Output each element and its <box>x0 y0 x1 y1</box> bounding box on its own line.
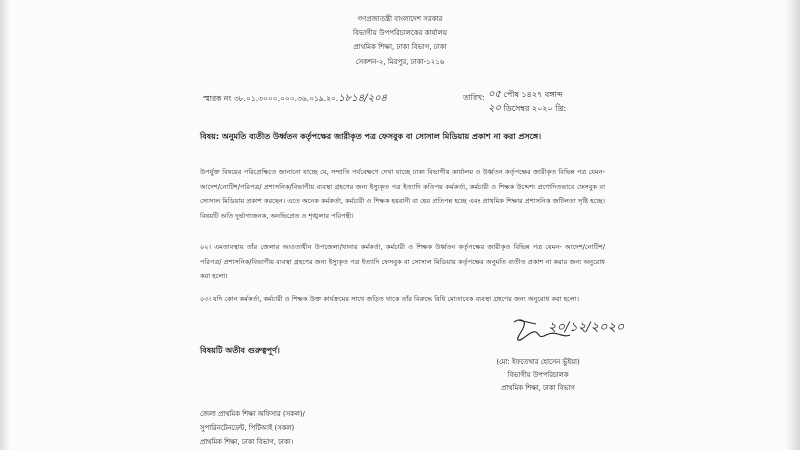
page-shadow-right <box>786 0 800 450</box>
header-office: বিভাগীয় উপপরিচালকের কার্যালয় <box>352 29 448 37</box>
memo-handwritten: ১৮১৪/২০৪ <box>338 93 388 104</box>
signatory-office: প্রাথমিক শিক্ষা, ঢাকা বিভাগ <box>501 384 575 392</box>
signatory-name: (মো: ইফতেখার হোসেন ভুঁইয়া) <box>496 358 580 366</box>
page-shadow-left <box>0 0 10 450</box>
signature-date: ২০/১২/২০২০ <box>548 320 625 335</box>
date-label: তারিখ: <box>463 93 485 102</box>
header-address: সেকশন-২, মিরপুর, ঢাকা-১২১৬ <box>355 58 445 66</box>
date-bangla-rest: পৌষ ১৪২৭ বঙ্গাব্দ <box>503 90 563 99</box>
body-paragraph-3: ০৩। যদি কোন কর্মকর্তা, কর্মচারী ও শিক্ষক উক্ত কার্যক্রমের সাথে জড়িত থাকে তাঁর বিরুদ্ধে বিধি মোতাবেক ব্যবস্থা গ্রহণের জন্য অনুরোধ করা হলো। <box>200 295 580 303</box>
header-department: প্রাথমিক শিক্ষা, ঢাকা বিভাগ, ঢাকা <box>353 43 447 51</box>
important-note: বিষয়টি অতীব গুরুত্বপূর্ণ। <box>200 346 280 355</box>
body-paragraph-1: উপর্যুক্ত বিষয়ের পরিপ্রেক্ষিতে জানানো যাচ্ছে যে, সম্প্রতি পর্যবেক্ষণে দেখা যাচ্ছে ঢাকা বিভাগীয় কার্যালয় ও উর্ধ্বতন কর্তৃপক্ষের জারীকৃত বিভিন্ন পত্র যেমন- আদেশ/নোটিশ/পরিপত্র/ প্রশাসনিক/বিভাগীয় ব্যবস্থা গ্রহণের জন্য ইস্যুকৃত পত্র ইত্যাদি কতিপয় কর্মকর্তা, কর্মচারী ও শিক্ষক উদ্দেশ্য প্রণোদিতভাবে ফেসবুক বা সোসাল মিডিয়ায় প্রকাশ করছেন। এতে অনেক কর্মকর্তা, কর্মচারী ও শিক্ষক হয়রানী বা হেয় প্রতিপন্ন হচ্ছে এবং প্রাথমিক শিক্ষার প্রশাসনিক জটিলতা সৃষ্টি হচ্ছে। বিষয়টি অতি দুর্ভাগ্যজনক, অনভিপ্রেত ও শৃঙ্খলার পরিপন্থী। <box>200 168 605 220</box>
date-english <box>488 101 566 118</box>
recipient-line-2: সুপারিনটেনডেন্ট, পিটিআই (সকল) <box>200 424 295 432</box>
subject-line: বিষয়: অনুমতি ব্যতীত উর্ধ্বতন কর্তৃপক্ষের জারীকৃত পত্র ফেসবুক বা সোসাল মিডিয়ায় প্রকাশ না করা প্রসঙ্গে। <box>200 132 542 141</box>
header-government: গণপ্রজাতন্ত্রী বাংলাদেশ সরকার <box>357 15 443 23</box>
memo-prefix: স্মারক নং ৩৮.০১.৩০০০.০০০.৩৬.০১৯.২০. <box>203 94 339 103</box>
signatory-designation: বিভাগীয় উপপরিচালক <box>507 371 569 379</box>
date-bangla-hand: ০৫ <box>488 89 501 100</box>
date-english-hand: ২০ <box>488 103 502 114</box>
memo-number <box>203 91 387 108</box>
recipient-line-3: প্রাথমিক শিক্ষা, ঢাকা বিভাগ, ঢাকা। <box>200 438 294 446</box>
date-english-rest: ডিসেম্বর ২০২০ খ্রি: <box>503 104 567 113</box>
body-paragraph-2: ০২। এমতাবস্থায় তাঁর জেলার আওতাধীন উপজেলা/থানার কর্মকর্তা, কর্মচারী ও শিক্ষক উর্ধ্বতন কর্তৃপক্ষের জারীকৃত বিভিন্ন পত্র যেমন- আদেশ/নোটিশ/পরিপত্র/ প্রশাসনিক/বিভাগীয় ব্যবস্থা গ্রহণের জন্য ইস্যুকৃত পত্র ইত্যাদি ফেসবুক বা সোসাল মিডিয়ায় কর্তৃপক্ষের অনুমতি ব্যতীত প্রকাশ না করার জন্য অনুরোধ করা হলো। <box>200 243 605 280</box>
recipient-line-1: জেলা প্রাথমিক শিক্ষা অফিসার (সকল)/ <box>200 410 305 418</box>
